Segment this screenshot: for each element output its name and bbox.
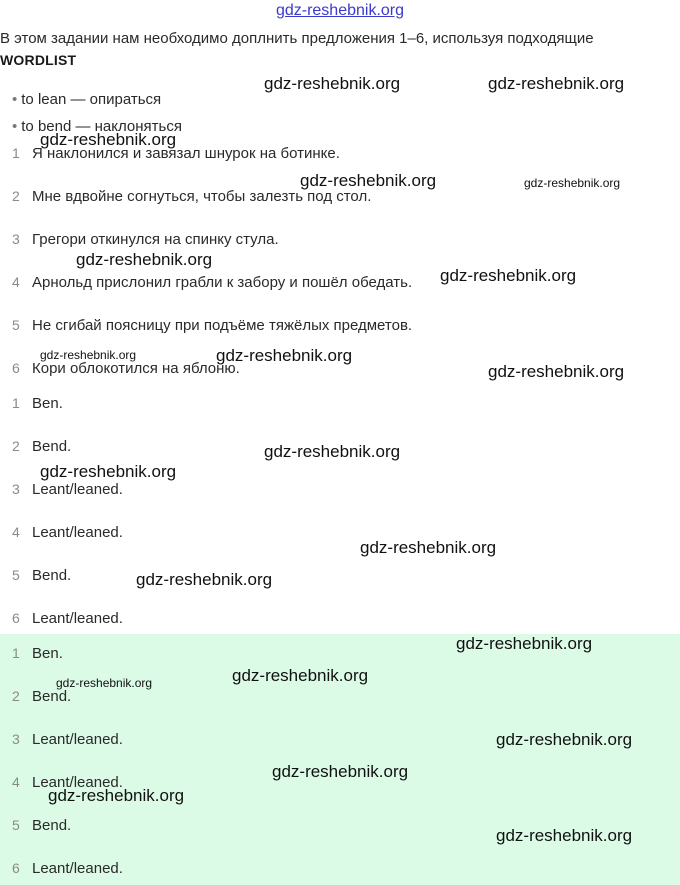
- watermark: gdz-reshebnik.org: [40, 130, 177, 149]
- bullet-icon: •: [12, 118, 18, 135]
- watermark: gdz-reshebnik.org: [360, 538, 497, 557]
- watermark: gdz-reshebnik.org: [496, 730, 633, 749]
- watermark: gdz-reshebnik.org: [440, 266, 577, 285]
- watermark: gdz-reshebnik.org: [264, 74, 401, 93]
- watermark: gdz-reshebnik.org: [216, 346, 353, 365]
- sentence-row: 2 Мне вдвойне согнуться, чтобы залезть под стол.: [12, 188, 372, 205]
- watermark: gdz-reshebnik.org: [488, 362, 625, 381]
- watermark: gdz-reshebnik.org: [76, 250, 213, 269]
- sentence-row: 5 Не сгибай поясницу при подъёме тяжёлых предметов.: [12, 317, 413, 334]
- wordlist-item: • to lean — опираться: [12, 91, 162, 108]
- sentence-row: 3 Грегори откинулся на спинку стула.: [12, 231, 279, 248]
- watermark: gdz-reshebnik.org: [48, 786, 185, 805]
- highlighted-answer-row: 5 Bend.: [12, 817, 72, 834]
- watermark: gdz-reshebnik.org: [40, 348, 137, 362]
- answer-row: 2 Bend.: [12, 438, 72, 455]
- watermark: gdz-reshebnik.org: [488, 74, 625, 93]
- highlighted-answer-row: 1 Ben.: [12, 645, 63, 662]
- watermark: gdz-reshebnik.org: [264, 442, 401, 461]
- answer-row: 5 Bend.: [12, 567, 72, 584]
- watermark: gdz-reshebnik.org: [496, 826, 633, 845]
- sentence-row: 1 Я наклонился и завязал шнурок на ботинке.: [12, 145, 340, 162]
- answer-row: 6 Leant/leaned.: [12, 610, 123, 627]
- watermark: gdz-reshebnik.org: [136, 570, 273, 589]
- watermark: gdz-reshebnik.org: [524, 176, 621, 190]
- watermark: gdz-reshebnik.org: [56, 676, 153, 690]
- sentence-row: 4 Арнольд прислонил грабли к забору и пошёл обедать.: [12, 274, 413, 291]
- highlighted-answer-row: 2 Bend.: [12, 688, 72, 705]
- answer-row: 3 Leant/leaned.: [12, 481, 123, 498]
- task-instruction: В этом задании нам необходимо доплнить предложения 1–6, используя подходящие: [0, 30, 594, 47]
- highlighted-answer-row: 3 Leant/leaned.: [12, 731, 123, 748]
- watermark: gdz-reshebnik.org: [456, 634, 593, 653]
- watermark: gdz-reshebnik.org: [272, 762, 409, 781]
- sentence-row: 6 Кори облокотился на яблоню.: [12, 360, 240, 377]
- watermark: gdz-reshebnik.org: [40, 462, 177, 481]
- answer-row: 4 Leant/leaned.: [12, 524, 123, 541]
- highlighted-answer-row: 6 Leant/leaned.: [12, 860, 123, 877]
- watermark: gdz-reshebnik.org: [232, 666, 369, 685]
- bullet-icon: •: [12, 91, 18, 108]
- wordlist-item: • to bend — наклоняться: [12, 118, 182, 135]
- wordlist-title: WORDLIST: [0, 52, 77, 68]
- site-link[interactable]: gdz-reshebnik.org: [275, 2, 405, 19]
- watermark: gdz-reshebnik.org: [300, 171, 437, 190]
- answer-row: 1 Ben.: [12, 395, 63, 412]
- highlighted-answer-row: 4 Leant/leaned.: [12, 774, 123, 791]
